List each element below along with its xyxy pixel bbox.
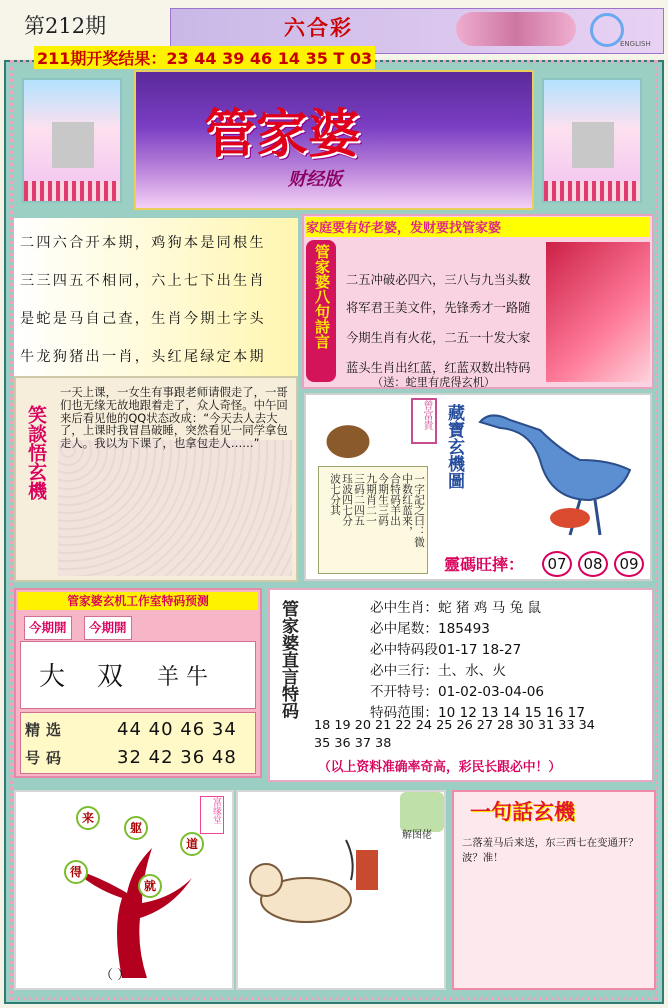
brand-logo-icon bbox=[590, 13, 624, 47]
tree-character: 道 bbox=[180, 832, 204, 856]
poem-panel bbox=[14, 218, 298, 378]
treasure-title: 藏寶玄機圖 bbox=[444, 404, 464, 489]
left-lantern-image bbox=[22, 78, 122, 203]
scroll-column: 合特码羊出 bbox=[389, 473, 401, 526]
lucky-number: 09 bbox=[614, 551, 644, 577]
tip-range-cont: 35 36 37 38 bbox=[314, 736, 392, 751]
brand-title: 六合彩 bbox=[284, 16, 353, 40]
tutu-label: 解图佬 bbox=[402, 830, 432, 841]
selected-numbers bbox=[20, 712, 256, 774]
prediction-size: 大 bbox=[39, 662, 66, 692]
direct-title: 管家婆直言特码 bbox=[278, 600, 298, 719]
puzzle-text: 二落羞马后来送，东三西七在变通开？波？准！ bbox=[462, 837, 639, 864]
tree-character: 来 bbox=[76, 806, 100, 830]
tree-answer-blank: （ ） bbox=[100, 968, 131, 983]
tip-line: 必中特码段01-17 18-27 bbox=[370, 642, 522, 658]
tip-line: 特码范围：10 12 13 14 15 16 17 bbox=[370, 705, 585, 721]
joke-text: 一天上课，一女生有事跟老师请假走了，一哥们也无缘无故地跟着走了，众人奇怪。中午回来后看见他的QQ状态改成：“今天去人去大了，上课时我冒昌破睡，突然看见一同学拿包走人。我以为下课了，也拿包走人……” bbox=[60, 385, 288, 451]
scroll-column: 三码二四五 bbox=[353, 473, 365, 526]
family-verse: 将军君王美文件，先锋秀才一路随 bbox=[346, 301, 531, 315]
tip-line: 必中尾数：185493 bbox=[370, 621, 490, 637]
scroll-column: 中数红蓝来， bbox=[401, 473, 413, 537]
tip-line: 必中三行：土、水、火 bbox=[370, 663, 506, 679]
direct-note: （以上资料准确率奇高，彩民长跟必中！） bbox=[318, 760, 562, 775]
previous-result: 211期开奖结果：23 44 39 46 14 35 T 03 bbox=[34, 46, 375, 69]
scroll-column: 珏波四七分 bbox=[341, 473, 353, 526]
brand-english: ENGLISH bbox=[620, 40, 651, 48]
hero-subtitle: 财经版 bbox=[288, 169, 342, 190]
hero-title: 管家婆 bbox=[204, 104, 361, 165]
scroll-column: 一字記之曰：微 bbox=[413, 473, 425, 548]
numbers-row: 44 40 46 34 bbox=[117, 719, 237, 740]
poem-line: 牛龙狗猪出一肖，头红尾绿定本期 bbox=[20, 349, 266, 365]
joke-pattern bbox=[58, 440, 292, 576]
family-note: （送：蛇里有虎得玄机） bbox=[372, 376, 496, 389]
puzzle-title: 一句話玄機 bbox=[470, 799, 575, 824]
tree-seal: 富缘堂 bbox=[200, 796, 224, 834]
scroll-column: 九期肖二一 bbox=[365, 473, 377, 526]
family-vertical-title bbox=[306, 240, 336, 382]
tip-line: 必中生肖：蛇 猪 鸡 马 兔 鼠 bbox=[370, 600, 542, 616]
tree-character: 就 bbox=[138, 874, 162, 898]
tab-current-1[interactable]: 今期開 bbox=[24, 616, 72, 640]
prediction-zodiac: 羊 牛 bbox=[157, 665, 208, 690]
bride-image bbox=[546, 242, 650, 382]
poem-line: 是蛇是马自己查，生肖今期土字头 bbox=[20, 311, 266, 327]
family-verse: 蓝头生肖出红蓝，红蓝双数出特码 bbox=[346, 361, 531, 375]
prediction-parity: 双 bbox=[97, 662, 124, 692]
family-banner: 家庭要有好老婆，发财要找管家婆 bbox=[306, 217, 650, 237]
crane-image bbox=[470, 400, 650, 540]
issue-number: 第212期 bbox=[24, 14, 107, 38]
family-vertical-text: 管家婆八句詩言 bbox=[313, 244, 331, 349]
cat-image bbox=[246, 830, 396, 940]
numbers-row: 32 42 36 48 bbox=[117, 747, 237, 768]
numbers-label: 精选 bbox=[25, 721, 68, 739]
family-verse: 今期生肖有火花，二五一十发大家 bbox=[346, 331, 531, 345]
right-lantern-image bbox=[542, 78, 642, 203]
lucky-number: 07 bbox=[542, 551, 572, 577]
joke-title: 笑談悟玄機 bbox=[25, 405, 47, 500]
tab-current-2[interactable]: 今期開 bbox=[84, 616, 132, 640]
scroll-column: 今期生三码 bbox=[377, 473, 389, 526]
tree-character: 躯 bbox=[124, 816, 148, 840]
tree-character: 得 bbox=[64, 860, 88, 884]
seal-stamp: 曾富貴 bbox=[411, 398, 437, 444]
horse-rider-image bbox=[312, 408, 392, 464]
lucky-number: 08 bbox=[578, 551, 608, 577]
riddle-scroll bbox=[318, 466, 428, 574]
family-verse: 二五冲破必四六，三八与九当头数 bbox=[346, 273, 531, 287]
scroll-column: 波七分其 bbox=[329, 473, 341, 516]
tip-line: 不开特号：01-02-03-04-06 bbox=[370, 684, 545, 700]
forecast-predictions bbox=[20, 641, 256, 709]
numbers-label: 号码 bbox=[25, 749, 68, 767]
forecast-title: 管家婆玄机工作室特码预测 bbox=[18, 592, 258, 610]
lucky-numbers-bar bbox=[438, 548, 652, 576]
poem-line: 二四六合开本期，鸡狗本是同根生 bbox=[20, 235, 266, 251]
poem-line: 三三四五不相同，六上七下出生肖 bbox=[20, 273, 266, 289]
lucky-label: 靈碼旺摔： bbox=[444, 555, 525, 574]
horses-logo-icon bbox=[456, 12, 576, 46]
tip-range-cont: 18 19 20 21 22 24 25 26 27 28 30 31 33 34 bbox=[314, 718, 595, 733]
